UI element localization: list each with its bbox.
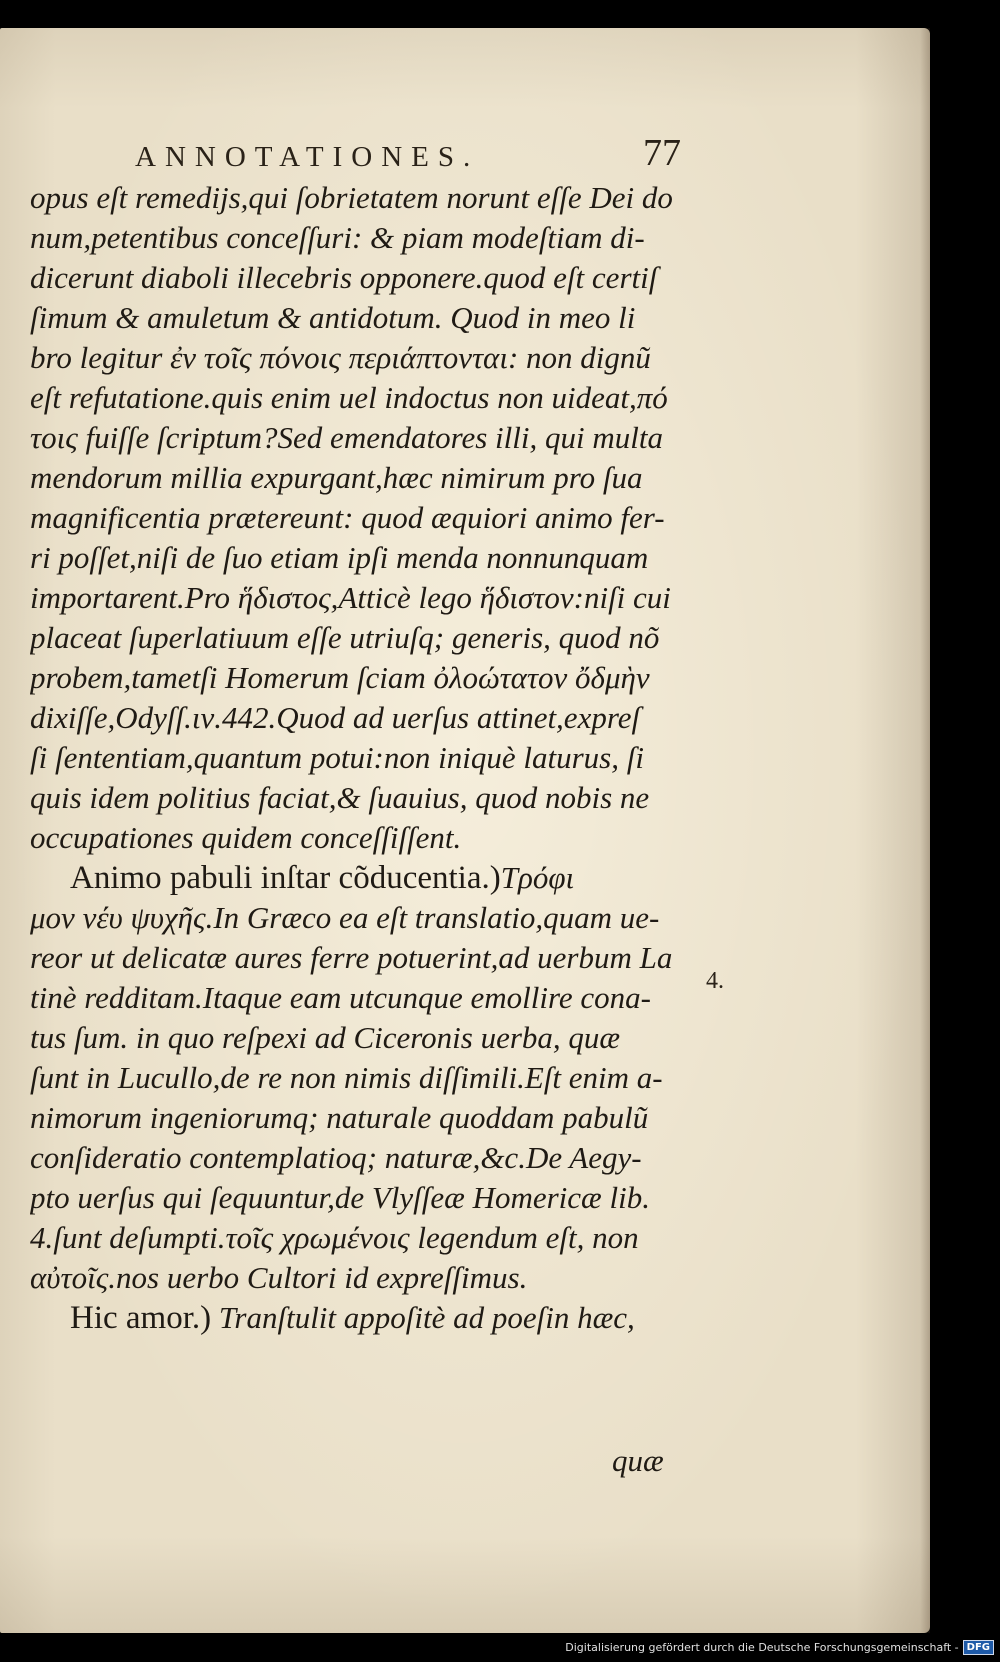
text-line: μον νέυ ψυχῆς.In Græco ea eſt translatio,quam ue- [30, 900, 660, 935]
credit-text: Digitalisierung gefördert durch die Deutsche Forschungsgemeinschaft - [565, 1640, 959, 1654]
text-line: quis idem politius faciat,& ſuauius, quod nobis ne [30, 780, 650, 815]
margin-note: 4. [706, 968, 724, 994]
running-head [135, 123, 695, 174]
text-line: τοις fuiſſe ſcriptum?Sed emendatores illi, qui multa [30, 420, 663, 455]
text-line: tus ſum. in quo reſpexi ad Ciceronis uerba, quæ [30, 1020, 621, 1055]
text-line: dicerunt diaboli illecebris opponere.quod eſt certiſ [30, 260, 658, 295]
running-title: ANNOTATIONES. [135, 141, 480, 173]
text-line: tinè redditam.Itaque eam utcunque emollire cona- [30, 980, 651, 1015]
page-number: 77 [643, 132, 681, 174]
lemma-heading: Hic amor.) [70, 1300, 212, 1336]
text-line: reor ut delicatæ aures ferre potuerint,ad uerbum La [30, 940, 673, 975]
lemma-line [30, 1298, 720, 1338]
lemma-line [30, 858, 720, 898]
text-line: importarent.Pro ἥδιστος,Atticè lego ἥδιστον:niſi cui [30, 580, 671, 615]
text-line: bro legitur ἐν τοῖς πόνοις περιάπτονται: non dignũ [30, 340, 651, 375]
text-line: eſt refutatione.quis enim uel indoctus non uideat,πό [30, 380, 668, 415]
digitization-credit [565, 1638, 994, 1656]
text-line: probem,tametſi Homerum ſciam ὀλοώτατον ὄδμὴν [30, 660, 650, 695]
text-line: occupationes quidem conceſſiſſent. [30, 820, 462, 855]
text-line: conſideratio contemplatioq; naturæ,&c.De Aegy- [30, 1140, 642, 1175]
lemma-text: Tranſtulit appoſitè ad poeſin hæc, [211, 1300, 635, 1335]
text-line: num,petentibus conceſſuri: & piam modeſtiam di- [30, 220, 645, 255]
text-line: ſimum & amuletum & antidotum. Quod in meo li [30, 300, 636, 335]
text-line: ſi ſententiam,quantum potui:non iniquè laturus, ſi [30, 740, 644, 775]
text-line: opus eſt remedijs,qui ſobrietatem norunt eſſe Dei do [30, 180, 673, 215]
dfg-logo: DFG [963, 1640, 994, 1655]
text-line: dixiſſe,Odyſſ.ιν.442.Quod ad uerſus attinet,expreſ [30, 700, 641, 735]
text-line: placeat ſuperlatiuum eſſe utriuſq; generis, quod nõ [30, 620, 660, 655]
lemma-heading: Animo pabuli inſtar cõducentia.) [70, 860, 501, 896]
text-line: ſunt in Lucullo,de re non nimis diſſimili.Eſt enim a- [30, 1060, 663, 1095]
text-line: ri poſſet,niſi de ſuo etiam ipſi menda nonnunquam [30, 540, 649, 575]
text-line: pto uerſus qui ſequuntur,de Vlyſſeæ Homericæ lib. [30, 1180, 650, 1215]
text-line: nimorum ingeniorumq; naturale quoddam pabulũ [30, 1100, 649, 1135]
text-line: 4.ſunt deſumpti.τοῖς χρωμένοις legendum eſt, non [30, 1220, 639, 1255]
catchword: quæ [612, 1443, 664, 1478]
text-line: magnificentia prætereunt: quod æquiori animo fer- [30, 500, 665, 535]
page-edge-shadow [920, 28, 930, 1633]
lemma-greek: Τρόφι [500, 860, 575, 895]
text-line: mendorum millia expurgant,hæc nimirum pro ſua [30, 460, 643, 495]
main-text [30, 178, 720, 1338]
text-line: αὐτοῖς.nos uerbo Cultori id expreſſimus. [30, 1260, 528, 1295]
book-page [0, 28, 930, 1633]
